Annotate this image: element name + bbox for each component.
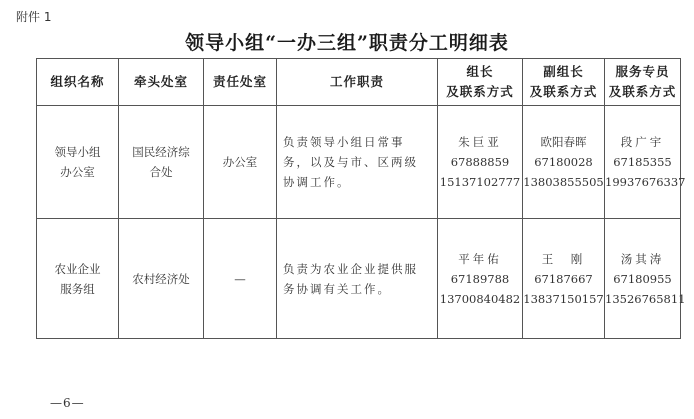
cell-lead [119,106,204,219]
deputy-name: 王 刚 [541,251,586,266]
service-mobile: 19937676337 [605,175,686,189]
lead-line2: 合处 [149,165,173,179]
header-service-line2: 及联系方式 [608,84,677,99]
service-tel: 67180955 [613,271,672,286]
page-number: —6— [50,396,85,410]
header-deputy [523,59,605,106]
org-line1: 农业企业 [54,261,101,276]
header-org: 组织名称 [37,59,119,106]
header-service [605,59,681,106]
cell-duty: 负责为农业企业提供服务协调有关工作。 [277,219,438,339]
leader-mobile: 15137102777 [439,175,521,189]
deputy-name: 欧阳春晖 [540,135,587,149]
duty-table [36,58,686,339]
cell-resp: — [204,219,277,339]
cell-org [37,106,119,219]
cell-service [605,106,686,219]
header-deputy-line1: 副组长 [543,64,584,79]
leader-mobile: 13700840482 [439,291,521,306]
leader-name: 朱巨亚 [458,135,502,149]
cell-org [37,219,119,339]
lead-line1: 国民经济综 [132,145,190,159]
deputy-tel: 67187667 [534,271,593,286]
deputy-mobile: 13837150157 [523,291,604,306]
table-row [37,106,681,219]
cell-service [605,219,686,339]
leader-tel: 67888859 [450,155,510,169]
header-leader [438,59,523,106]
header-service-line1: 服务专员 [615,64,670,79]
attachment-label: 附件 1 [16,10,52,24]
deputy-tel: 67180028 [534,155,593,169]
header-lead: 牵头处室 [119,59,204,106]
service-mobile: 13526765811 [605,291,686,306]
header-resp: 责任处室 [204,59,277,106]
header-duty: 工作职责 [277,59,438,106]
table-header-row [37,59,681,106]
deputy-mobile: 13803855505 [523,175,604,189]
cell-deputy [523,106,605,219]
cell-duty: 负责领导小组日常事务，以及与市、区两级协调工作。 [277,106,438,219]
cell-deputy [523,219,605,339]
cell-leader [438,219,523,339]
service-tel: 67185355 [613,155,672,169]
cell-resp: 办公室 [204,106,277,219]
cell-lead [119,219,204,339]
header-leader-line1: 组长 [466,64,494,79]
org-line1: 领导小组 [54,145,101,159]
service-name: 段广宇 [620,135,665,149]
service-name: 汤其涛 [620,251,665,266]
header-deputy-line2: 及联系方式 [529,84,598,99]
lead-line1: 农村经济处 [132,271,190,286]
header-leader-line2: 及联系方式 [446,84,514,99]
page-title: 领导小组“一办三组”职责分工明细表 [185,32,509,54]
cell-leader [438,106,523,219]
leader-name: 平年佑 [458,251,502,266]
table-row [37,219,681,339]
org-line2: 办公室 [60,165,95,179]
org-line2: 服务组 [60,281,95,296]
leader-tel: 67189788 [450,271,510,286]
